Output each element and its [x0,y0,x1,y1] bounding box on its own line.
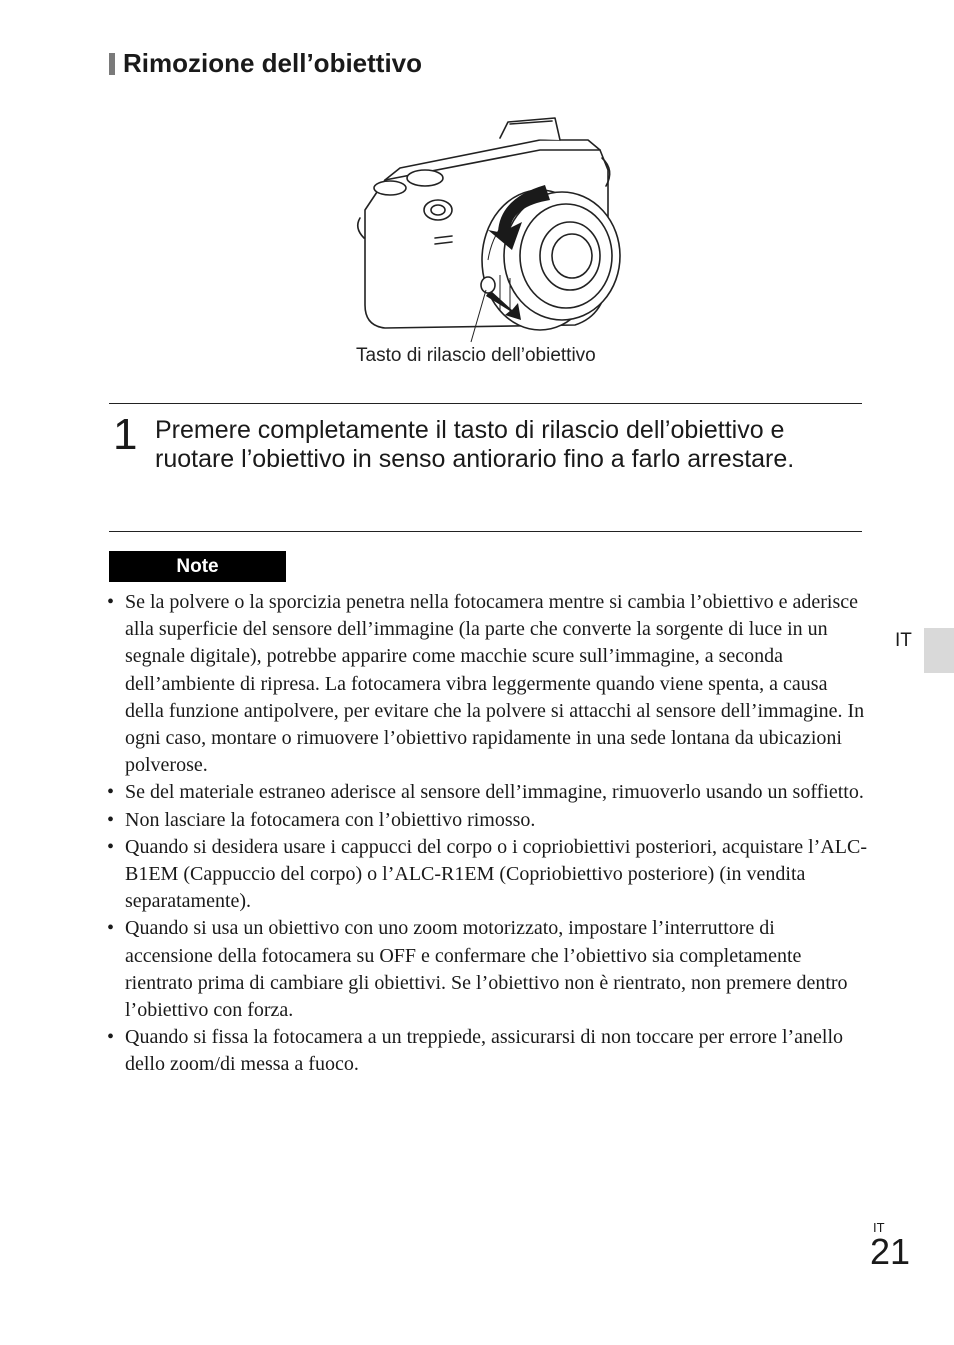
note-item [107,779,867,806]
note-item [107,807,867,834]
notes-list [107,589,867,1079]
note-text: Quando si fissa la fotocamera a un treppiede, assicurarsi di non toccare per errore l’anello dello zoom/di messa a fuoco. [125,1026,844,1076]
step-number: 1 [113,410,138,459]
bullet: • [107,835,115,858]
note-item [107,589,867,779]
bullet: • [107,808,115,831]
note-item [107,834,867,916]
note-text: Se la polvere o la sporcizia penetra nella fotocamera mentre si cambia l’obiettivo e aderisce alla superficie del sensore dell’immagine (la parte che converte la sorgente di luce in un segnale digitale), potrebbe apparire come macchie scure sull’immagine, a seconda dell’ambiente di ripresa. La fotocamera vibra leggermente quando viene spenta, a causa della funzione antipolvere, per evitare che la polvere si attacchi al sensore dell’immagine. In ogni caso, montare o rimuovere l’obiettivo rapidamente in una sede lontana da ubicazioni polverose. [125,591,865,777]
step-instruction: Premere completamente il tasto di rilascio dell’obiettivo e ruotare l’obiettivo in senso antiorario fino a farlo arrestare. [155,416,795,473]
step-bottom-rule [109,531,862,532]
bullet: • [107,1026,115,1049]
section-title: Rimozione dell’obiettivo [123,48,423,78]
note-label: Note [109,551,286,582]
note-item [107,1024,867,1078]
step-top-rule [109,403,862,404]
page-language: IT [873,1220,885,1235]
camera-illustration [340,110,640,350]
bullet: • [107,591,115,613]
note-item [107,915,867,1024]
note-text: Quando si usa un obiettivo con uno zoom motorizzato, impostare l’interruttore di accensione della fotocamera su OFF e confermare che l’obiettivo sia completamente rientrato prima di cambiare gli obiettivi. Se l’obiettivo non è rientrato, non premere dentro l’obiettivo con forza. [125,917,848,1022]
bullet: • [107,917,115,940]
bullet: • [107,781,115,804]
side-language-label: IT [895,630,912,651]
side-language-tab [924,628,954,673]
page-number: 21 [870,1231,911,1272]
camera-lens-removal-drawing [340,110,640,350]
note-text: Non lasciare la fotocamera con l’obiettivo rimosso. [125,808,536,831]
section-heading [109,48,422,79]
note-text: Quando si desidera usare i cappucci del corpo o i copriobiettivi posteriori, acquistare l’ALC-B1EM (Cappuccio del corpo) o l’ALC-R1EM (Copriobiettivo posteriore) (in vendita separatamente). [125,835,867,913]
heading-marker [109,53,115,75]
note-text: Se del materiale estraneo aderisce al sensore dell’immagine, rimuoverlo usando un soffietto. [125,781,864,804]
figure-caption: Tasto di rilascio dell’obiettivo [356,345,596,366]
